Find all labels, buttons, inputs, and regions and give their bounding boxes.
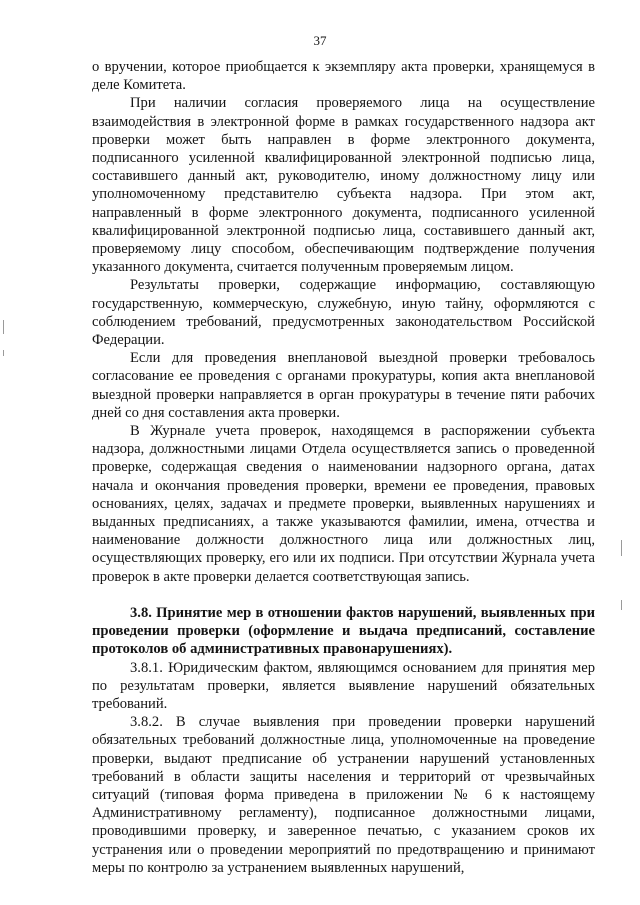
section-heading: 3.8. Принятие мер в отношении фактов нарушений, выявленных при проведении проверки (оформление и выдача предписаний, составление протоколов об административных правонарушениях).	[92, 604, 595, 658]
scan-artifact	[621, 600, 622, 610]
paragraph: о вручении, которое приобщается к экземпляру акта проверки, хранящемуся в деле Комитета.	[92, 59, 595, 94]
scan-artifact	[621, 540, 622, 556]
page-number: 37	[313, 33, 327, 48]
paragraph: Результаты проверки, содержащие информацию, составляющую государственную, коммерческую, служебную, иную тайну, оформляются с соблюдением требований, предусмотренных законодательством Российской Федерации.	[92, 277, 595, 349]
scan-artifact	[3, 320, 4, 334]
paragraph: Если для проведения внеплановой выездной проверки требовалось согласование ее проведения с органами прокуратуры, копия акта внеплановой выездной проверки направляется в орган прокуратуры в течение пяти рабочих дней со дня составления акта проверки.	[92, 350, 595, 421]
paragraph: 3.8.2. В случае выявления при проведении проверки нарушений обязательных требований должностные лица, уполномоченные на проведение проверки, выдают предписание об устранении нарушений установленных требований в области защиты населения и территорий от чрезвычайных ситуаций (типовая форма приведена в приложении № 6 к настоящему Административному регламенту), подписанное должностными лицами, проводившими проверку, и заверенное печатью, с указанием сроков их устранения или о проведении мероприятий по предотвращению и принимают меры по контролю за устранением выявленных нарушений,	[92, 714, 595, 876]
paragraph: При наличии согласия проверяемого лица на осуществление взаимодействия в электронной форме в рамках государственного надзора акт проверки может быть направлен в форме электронного документа, подписанного усиленной квалифицированной электронной подписью лица, составившего данный акт, руководителю, иному должностному лицу или уполномоченному представителю субъекта надзора. При этом акт, направленный в форме электронного документа, подписанного усиленной квалифицированной электронной подписью лица, составившего данный акт, проверяемому лицу способом, обеспечивающим подтверждение получения указанного документа, считается полученным проверяемым лицом.	[92, 95, 595, 276]
document-body	[92, 58, 595, 877]
paragraph: 3.8.1. Юридическим фактом, являющимся основанием для принятия мер по результатам проверки, является выявление нарушений обязательных требований.	[92, 659, 595, 712]
paragraph: В Журнале учета проверок, находящемся в распоряжении субъекта надзора, должностными лицами Отдела осуществляется запись о проведенной проверке, содержащая сведения о наименовании надзорного органа, датах начала и окончания проведения проверки, времени ее проведения, правовых основаниях, целях, задачах и предмете проверки, выявленных нарушениях и выданных предписаниях, а также указываются фамилии, имена, отчества и наименование должности должностного лица или должностных лиц, осуществляющих проверку, его или их подписи. При отсутствии Журнала учета проверок в акте проверки делается соответствующая запись.	[92, 423, 595, 585]
scan-artifact	[3, 350, 4, 356]
